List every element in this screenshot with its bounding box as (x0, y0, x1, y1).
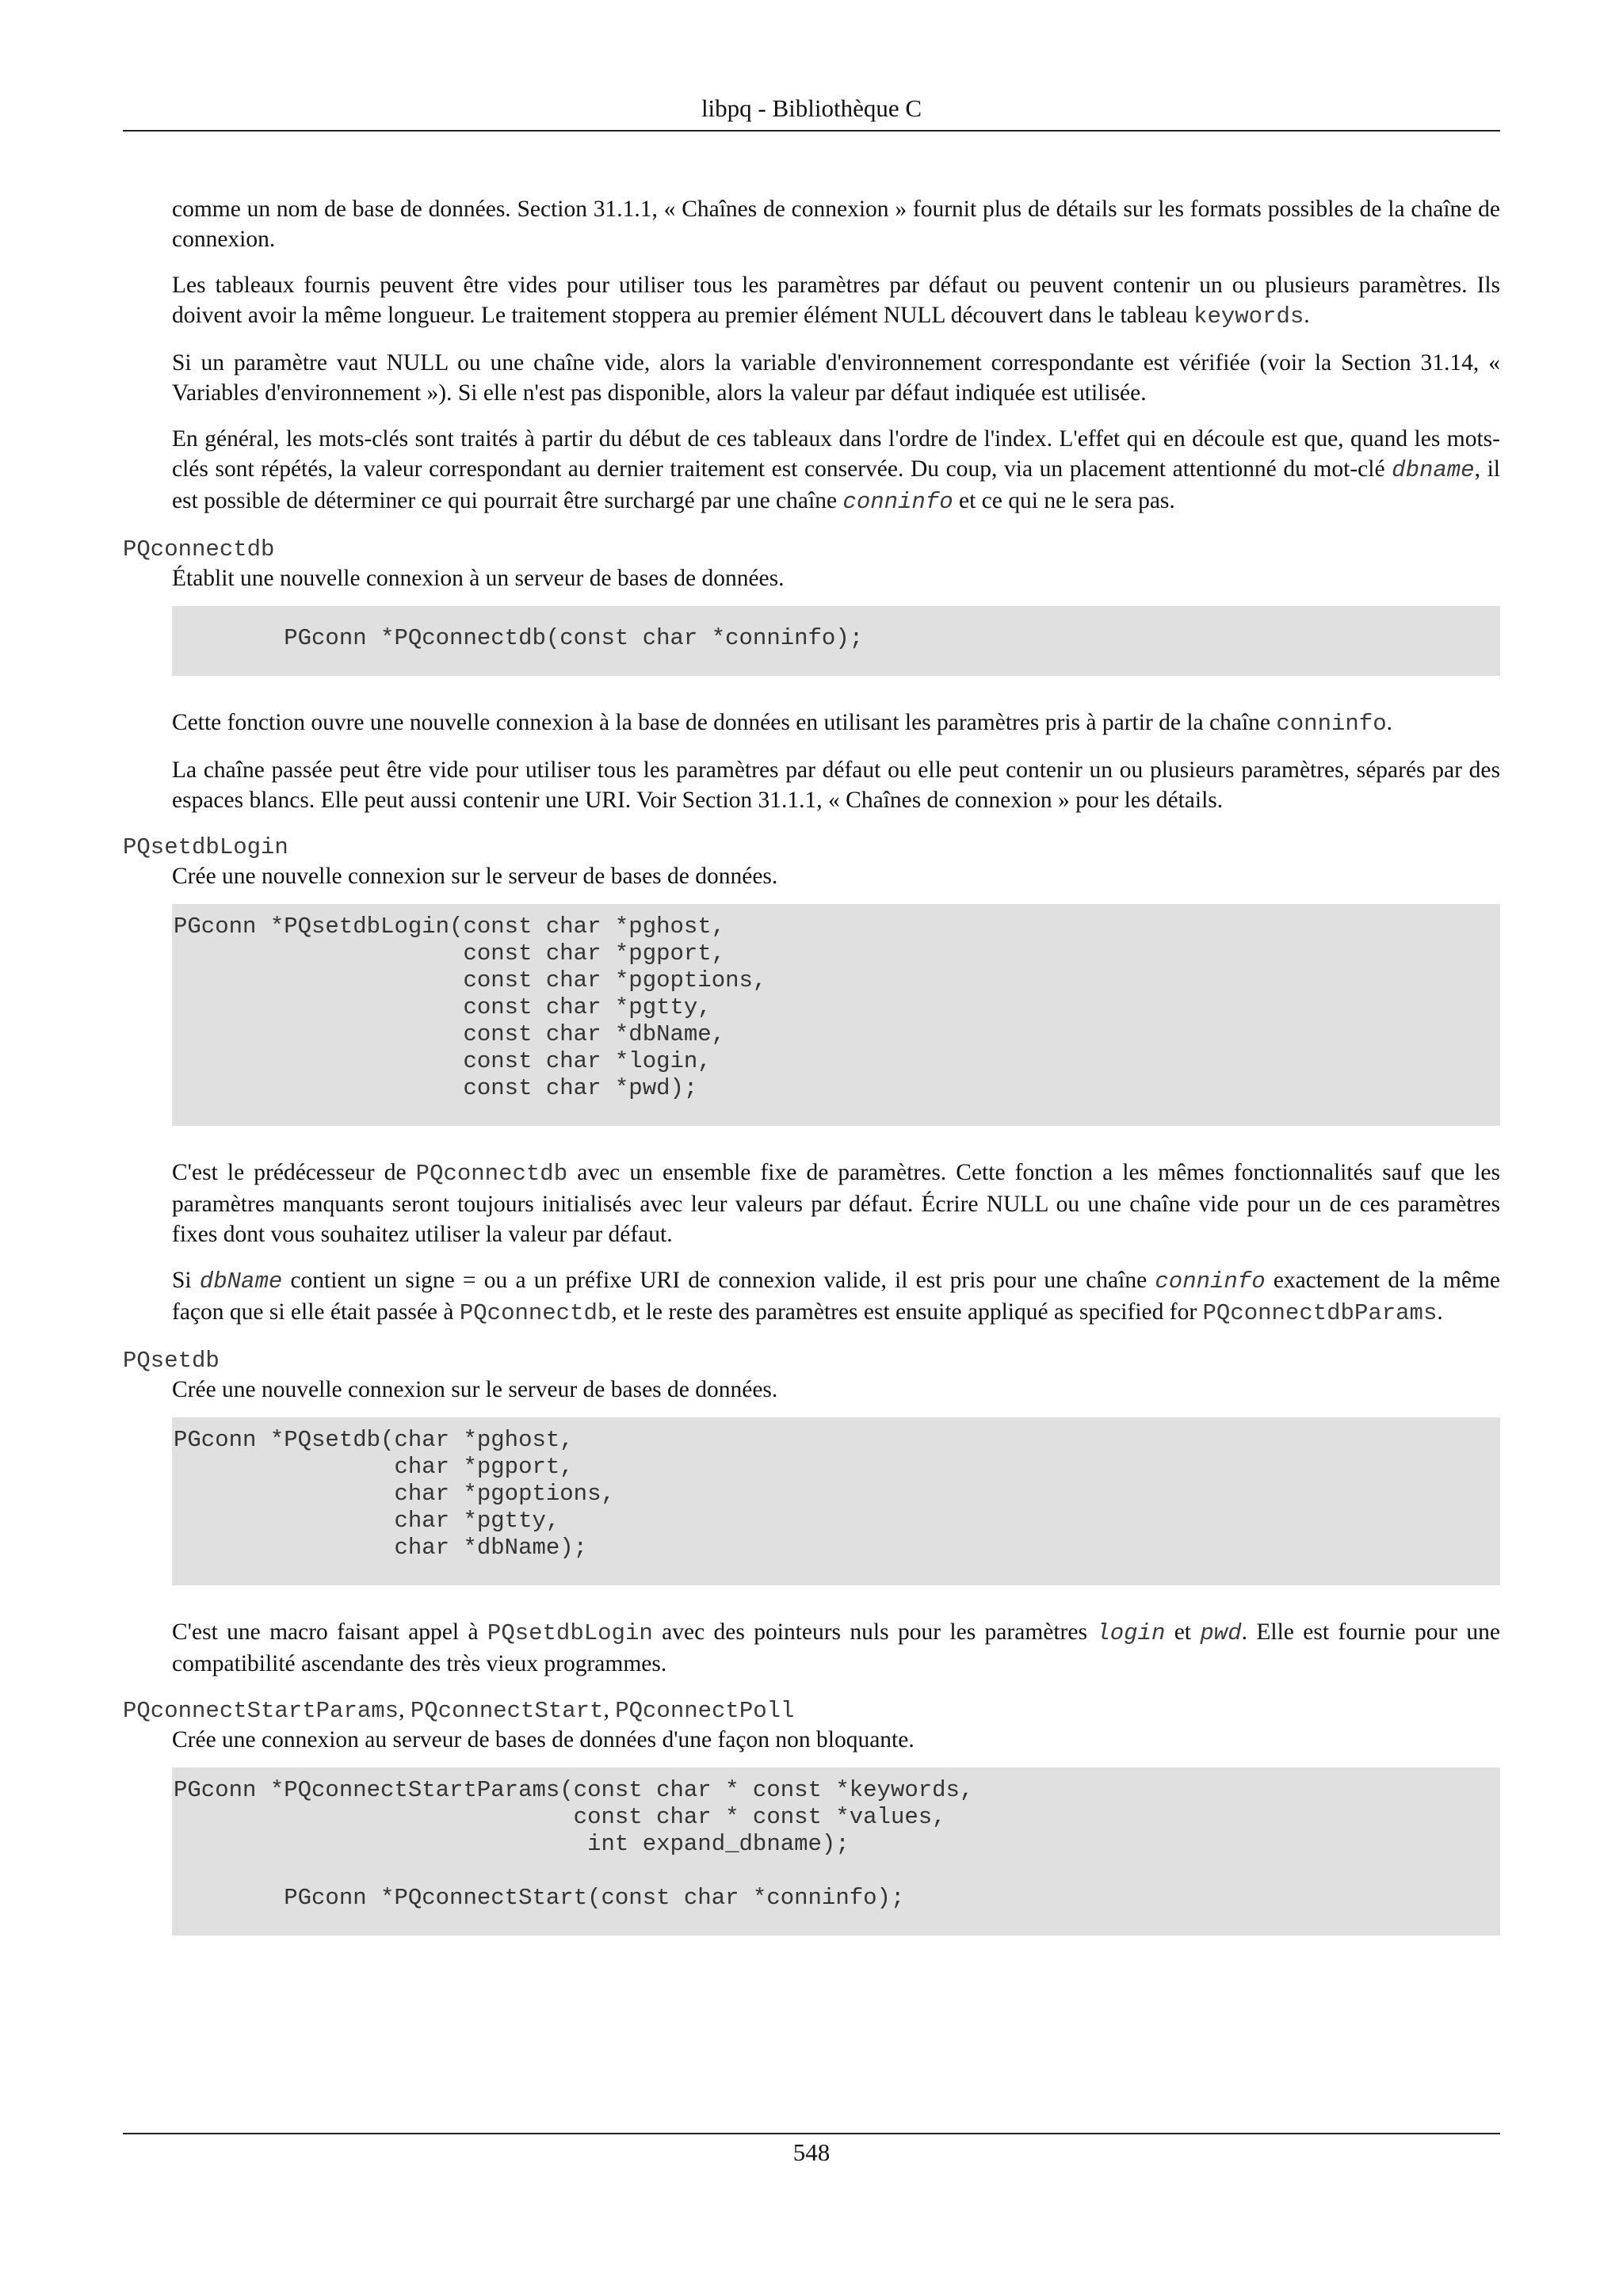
page-header (123, 89, 1500, 132)
text: , et le reste des paramètres est ensuite appliqué as specified for (611, 1299, 1203, 1325)
text: . (1386, 710, 1392, 735)
text: avec un ensemble fixe de paramètres. Cette fonction a les mêmes fonctionnalités sauf que les paramètres manquants seront toujours initialisés avec leur valeurs par défaut. Écrire NULL ou une chaîne vide pour un de ces paramètres fixes dont vous souhaitez utiliser la valeur par défaut. (172, 1160, 1500, 1247)
text: et ce qui ne le sera pas. (953, 488, 1175, 513)
text: . Elle est fournie pour une compatibilité ascendante des très vieux programmes. (172, 1619, 1500, 1676)
text: Les tableaux fournis peuvent être vides pour utiliser tous les paramètres par défaut ou peuvent contenir un ou plusieurs paramètres. Ils doivent avoir la même longueur. Le traitement stoppera au premier élément NULL découvert dans le tableau (172, 273, 1500, 328)
intro-section (172, 194, 1500, 517)
term-pqsetdb (123, 1344, 1500, 1375)
pqconnectdb-paragraph-2: La chaîne passée peut être vide pour utiliser tous les paramètres par défaut ou elle peut contenir un ou plusieurs paramètres, séparés par des espaces blancs. Elle peut aussi contenir une URI. Voir Section 31.1.1, « Chaînes de connexion » pour les détails. (172, 757, 1500, 813)
header-title: libpq - Bibliothèque C (701, 94, 922, 122)
text: exactement de la même façon que si elle était passée à (172, 1268, 1500, 1325)
desc-pqconnectdb: Établit une nouvelle connexion à un serveur de bases de données. (172, 566, 785, 591)
pqconnectdb-body (172, 707, 1500, 815)
code-block-pqconnectstart: PGconn *PQconnectStartParams(const char * const *keywords, const char * const *values, int expand_dbname); PGconn *PQconnectStart(const char *conninfo); (172, 1768, 1500, 1936)
pqsetdb-paragraph-1 (172, 1617, 1500, 1679)
pqconnectdb-paragraph-1 (172, 707, 1500, 739)
code-keywords: keywords (1193, 303, 1304, 330)
page-content (123, 194, 1500, 1967)
term-pqconnectdb (123, 533, 1500, 563)
page-number: 548 (792, 2138, 831, 2166)
text: . (1437, 1299, 1443, 1325)
pqsetdblogin-paragraph-2 (172, 1265, 1500, 1329)
text: . (1304, 303, 1310, 328)
intro-paragraph-2 (172, 270, 1500, 332)
separator: , (603, 1697, 616, 1722)
term-label: PQsetdb (123, 1348, 220, 1374)
code-dbname: dbName (199, 1268, 283, 1295)
desc-pqconnectstart: Crée une connexion au serveur de bases de données d'une façon non bloquante. (172, 1727, 915, 1753)
code-conninfo: conninfo (1276, 711, 1387, 737)
pqsetdblogin-body (172, 1158, 1500, 1329)
intro-paragraph-4 (172, 424, 1500, 517)
desc-pqsetdblogin: Crée une nouvelle connexion sur le serveur de bases de données. (172, 864, 778, 889)
code-pwd: pwd (1200, 1620, 1242, 1646)
code-pqsetdblogin: PQsetdbLogin (487, 1620, 653, 1646)
term-label: PQsetdbLogin (123, 834, 288, 860)
intro-paragraph-1: comme un nom de base de données. Section 31.1.1, « Chaînes de connexion » fournit plus de détails sur les formats possibles de la chaîne de connexion. (172, 196, 1500, 252)
code-pqconnectdbparams: PQconnectdbParams (1202, 1300, 1438, 1326)
term-label: PQconnectPoll (615, 1698, 795, 1724)
separator: , (399, 1697, 411, 1722)
text: Cette fonction ouvre une nouvelle connexion à la base de données en utilisant les paramètres pris à partir de la chaîne (172, 710, 1277, 735)
code-pqconnectdb: PQconnectdb (415, 1161, 568, 1187)
text: C'est une macro faisant appel à (172, 1619, 487, 1645)
code-block-pqsetdb: PGconn *PQsetdb(char *pghost, char *pgport, char *pgoptions, char *pgtty, char *dbName); (172, 1417, 1500, 1585)
term-pqconnectstart (123, 1695, 1500, 1725)
text: C'est le prédécesseur de (172, 1160, 416, 1185)
term-label: PQconnectdb (123, 536, 275, 563)
pqsetdblogin-paragraph-1 (172, 1158, 1500, 1249)
text: En général, les mots-clés sont traités à partir du début de ces tableaux dans l'ordre de l'index. L'effet qui en découle est que, quand les mots-clés sont répétés, la valeur correspondant au dernier traitement est conservée. Du coup, via un placement attentionné du mot-clé (172, 426, 1500, 482)
text: et (1165, 1619, 1201, 1645)
desc-pqsetdb: Crée une nouvelle connexion sur le serveur de bases de données. (172, 1377, 778, 1402)
text: contient un signe = ou a un préfixe URI de connexion valide, il est pris pour une chaîne (282, 1268, 1155, 1293)
code-pqconnectdb: PQconnectdb (459, 1300, 612, 1326)
term-pqsetdblogin (123, 831, 1500, 861)
pqsetdb-body (172, 1617, 1500, 1679)
term-label: PQconnectStartParams (123, 1698, 399, 1724)
text: avec des pointeurs nuls pour les paramètres (652, 1619, 1097, 1645)
code-conninfo: conninfo (842, 489, 953, 515)
footer-rule (123, 2133, 1500, 2134)
code-block-pqconnectdb: PGconn *PQconnectdb(const char *conninfo); (172, 606, 1500, 676)
text: , il est possible de déterminer ce qui pourrait être surchargé par une chaîne (172, 456, 1500, 513)
code-block-pqsetdblogin: PGconn *PQsetdbLogin(const char *pghost, const char *pgport, const char *pgoptions, const char *pgtty, const char *dbName, const char *login, const char *pwd); (172, 904, 1500, 1126)
text: Si (172, 1268, 200, 1293)
code-login: login (1096, 1620, 1166, 1646)
intro-paragraph-3: Si un paramètre vaut NULL ou une chaîne vide, alors la variable d'environnement correspondante est vérifiée (voir la Section 31.14, « Variables d'environnement »). Si elle n'est pas disponible, alors la valeur par défaut indiquée est utilisée. (172, 350, 1500, 406)
code-conninfo: conninfo (1155, 1268, 1266, 1295)
code-dbname: dbname (1392, 457, 1475, 483)
term-label: PQconnectStart (410, 1698, 604, 1724)
